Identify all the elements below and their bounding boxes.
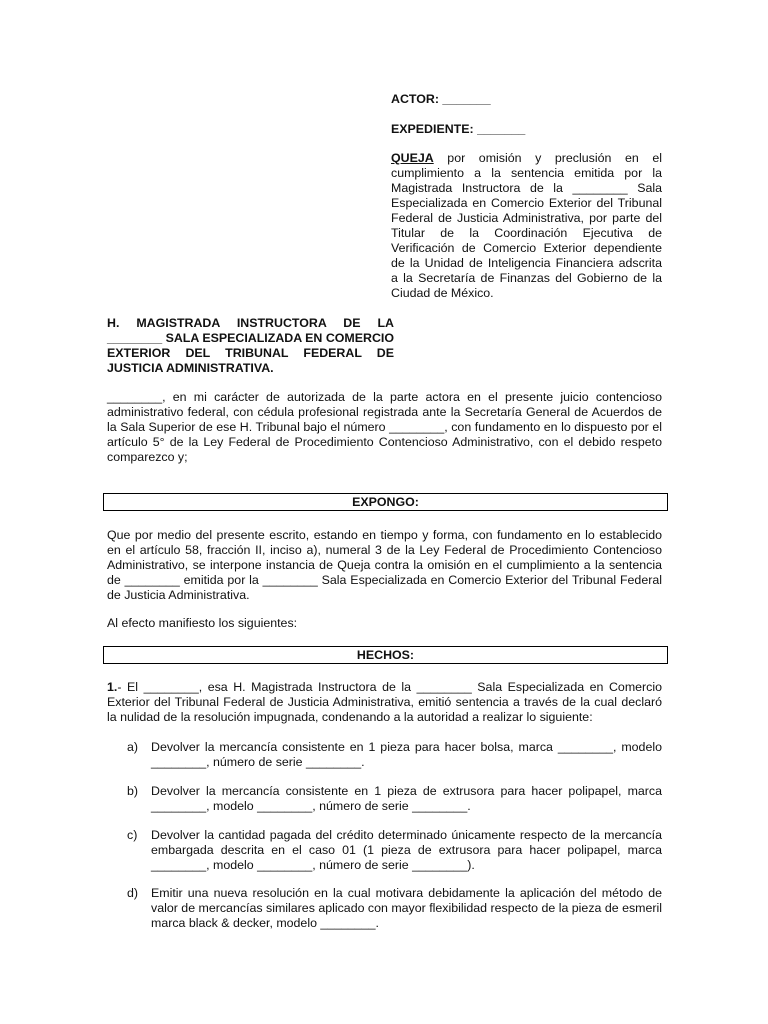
- queja-word: QUEJA: [391, 151, 434, 165]
- list-item-letter: b): [127, 784, 139, 798]
- hecho-1-text: - El ________, esa H. Magistrada Instructora de la ________ Sala Especializada en Comercio Exterior del Tribunal Federal de Justicia Administrativa, emitió sentencia a través de la cual declaró la nulidad de la resolución impugnada, condenando a la autoridad a realizar lo siguiente:: [107, 680, 662, 724]
- hecho-1-number: 1.: [107, 680, 118, 694]
- hecho-1-paragraph: [107, 680, 662, 725]
- actor-field: ACTOR: _______: [391, 92, 491, 106]
- expongo-heading: EXPONGO:: [103, 493, 668, 511]
- list-item-text: Emitir una nueva resolución en la cual motivara debidamente la aplicación del método de valor de mercancías similares aplicado con mayor flexibilidad respecto de la pieza de esmeril marca black & decker, modelo ________.: [151, 886, 663, 930]
- list-item-letter: d): [127, 886, 139, 900]
- expongo-paragraph: Que por medio del presente escrito, estando en tiempo y forma, con fundamento en lo establecido en el artículo 58, fracción II, inciso a), numeral 3 de la Ley Federal de Procedimiento Contencioso Administrativo, se interpone instancia de Queja contra la omisión en el cumplimiento a la sentencia de ________ emitida por la ________ Sala Especializada en Comercio Exterior del Tribunal Federal de Justicia Administrativa.: [107, 528, 662, 602]
- list-item-letter: c): [127, 828, 138, 842]
- efecto-line: Al efecto manifiesto los siguientes:: [107, 616, 298, 630]
- list-item-text: Devolver la mercancía consistente en 1 pieza para hacer bolsa, marca ________, modelo ________, número de serie ________.: [151, 740, 662, 769]
- expediente-field: EXPEDIENTE: _______: [391, 122, 526, 136]
- list-item-text: Devolver la mercancía consistente en 1 pieza de extrusora para hacer polipapel, marca ________, modelo ________, número de serie ________.: [151, 784, 662, 813]
- intro-paragraph: ________, en mi carácter de autorizada de la parte actora en el presente juicio contencioso administrativo federal, con cédula profesional registrada ante la Secretaría General de Acuerdos de la Sala Superior de ese H. Tribunal bajo el número ________, con fundamento en lo dispuesto por el artículo 5° de la Ley Federal de Procedimiento Contencioso Administrativo, con el debido respeto comparezco y;: [107, 390, 662, 464]
- queja-text: por omisión y preclusión en el cumplimiento a la sentencia emitida por la Magistrada Instructora de la ________ Sala Especializada en Comercio Exterior del Tribunal Federal de Justicia Administrativa, por parte del Titular de la Coordinación Ejecutiva de Verificación de Comercio Exterior dependiente de la Unidad de Inteligencia Financiera adscrita a la Secretaría de Finanzas del Gobierno de la Ciudad de México.: [391, 151, 662, 300]
- list-item-text: Devolver la cantidad pagada del crédito determinado únicamente respecto de la mercancía embargada descrita en el caso 01 (1 pieza de extrusora para hacer polipapel, marca ________, modelo ________, número de serie ________).: [151, 828, 662, 872]
- addressee-block: H. MAGISTRADA INSTRUCTORA DE LA ________ SALA ESPECIALIZADA EN COMERCIO EXTERIOR DEL TRIBUNAL FEDERAL DE JUSTICIA ADMINISTRATIVA.: [107, 316, 394, 375]
- list-item-letter: a): [127, 740, 139, 754]
- hechos-heading: HECHOS:: [103, 646, 668, 664]
- queja-summary: [391, 151, 662, 301]
